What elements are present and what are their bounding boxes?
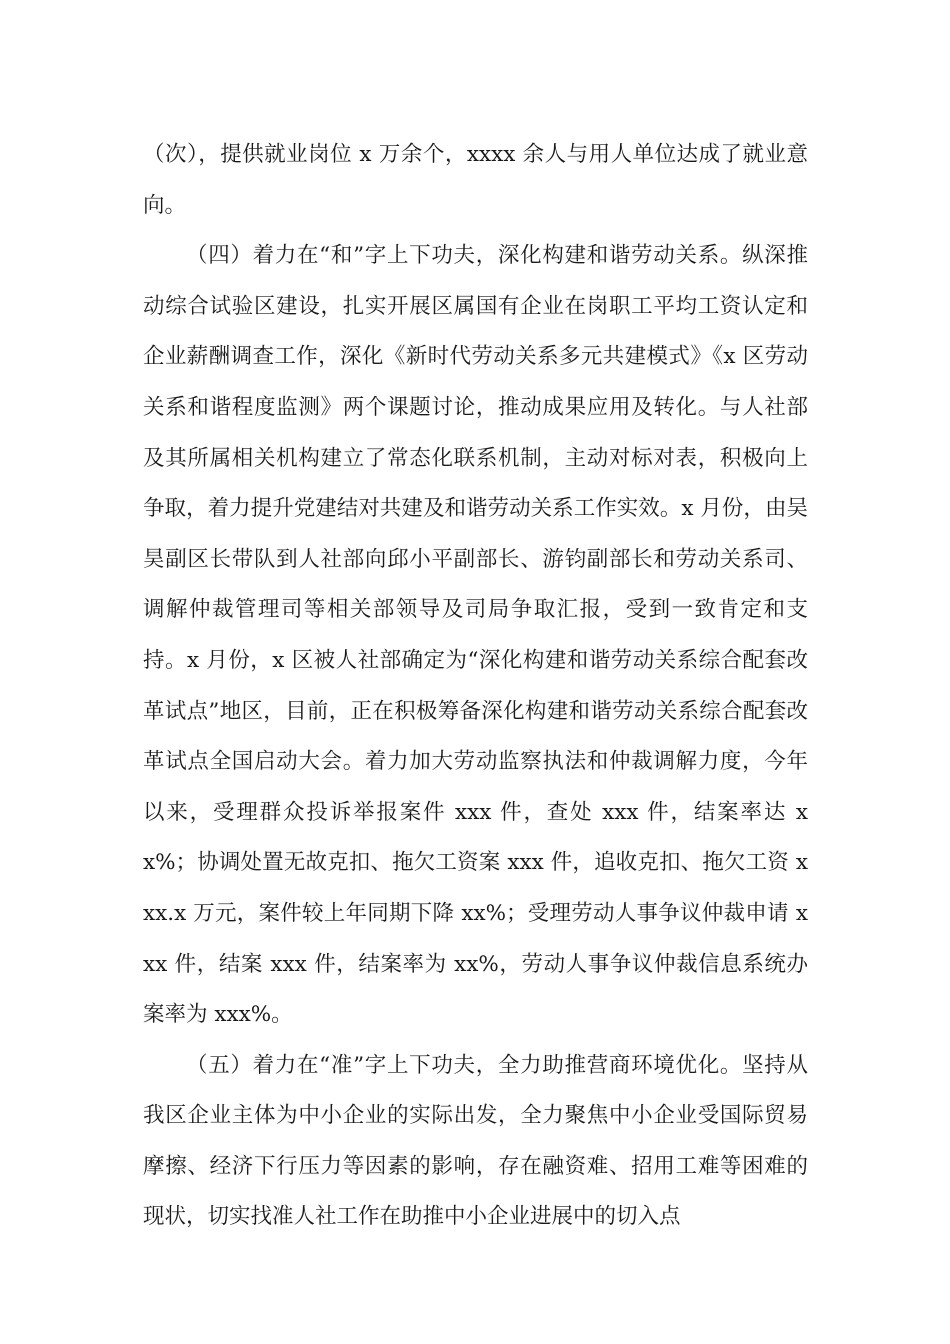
paragraph-continuation: （次），提供就业岗位 x 万余个，xxxx 余人与用人单位达成了就业意向。 <box>143 142 808 218</box>
document-body <box>143 130 808 1243</box>
paragraph-section-four: （四）着力在“和”字上下功夫，深化构建和谐劳动关系。纵深推动综合试验区建设，扎实开展区属国有企业在岗职工平均工资认定和企业薪酬调查工作，深化《新时代劳动关系多元共建模式》《x 区劳动关系和谐程度监测》两个课题讨论，推动成果应用及转化。与人社部及其所属相关机构建立了常态化联系机制，主动对标对表，积极向上争取，着力提升党建结对共建及和谐劳动关系工作实效。x 月份，由吴昊副区长带队到人社部向邱小平副部长、游钧副部长和劳动关系司、调解仲裁管理司等相关部领导及司局争取汇报，受到一致肯定和支持。x 月份，x 区被人社部确定为“深化构建和谐劳动关系综合配套改革试点”地区，目前，正在积极筹备深化构建和谐劳动关系综合配套改革试点全国启动大会。着力加大劳动监察执法和仲裁调解力度，今年以来，受理群众投诉举报案件 xxx 件，查处 xxx 件，结案率达 xx%；协调处置无故克扣、拖欠工资案 xxx 件，追收克扣、拖欠工资 xxx.x 万元，案件较上年同期下降 xx%；受理劳动人事争议仲裁申请 xxx 件，结案 xxx 件，结案率为 xx%，劳动人事争议仲裁信息系统办案率为 xxx%。 <box>143 243 808 1028</box>
paragraph-section-five: （五）着力在“准”字上下功夫，全力助推营商环境优化。坚持从我区企业主体为中小企业的实际出发，全力聚焦中小企业受国际贸易摩擦、经济下行压力等因素的影响，存在融资难、招用工难等困难的现状，切实找准人社工作在助推中小企业进展中的切入点 <box>143 1052 808 1230</box>
